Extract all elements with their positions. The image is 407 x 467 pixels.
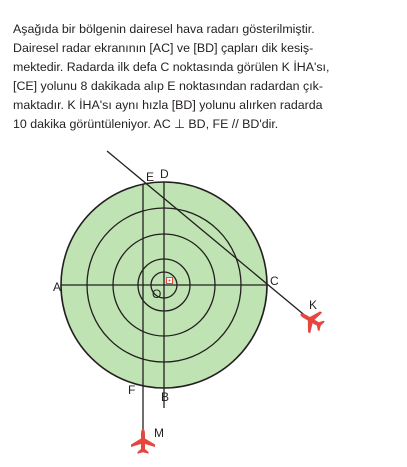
label-o: O [152, 287, 162, 301]
label-c: C [270, 274, 279, 288]
problem-line: Aşağıda bir bölgenin dairesel hava radarı gösterilmiştir. [13, 22, 315, 36]
problem-line: 10 dakika görüntüleniyor. AC ⊥ BD, FE // BD'dir. [13, 117, 279, 132]
label-f: F [128, 383, 136, 397]
label-a: A [53, 280, 62, 294]
problem-line: mektedir. Radarda ilk defa C noktasında görülen K İHA'sı, [13, 60, 330, 75]
problem-line: [CE] yolunu 8 dakikada alıp E noktasından radardan çık- [13, 79, 323, 94]
label-e: E [146, 170, 155, 184]
plane-icon [131, 429, 155, 454]
problem-line: Dairesel radar ekranının [AC] ve [BD] çapları dik kesiş- [13, 41, 314, 56]
label-d: D [160, 167, 169, 181]
label-k: K [309, 298, 318, 312]
label-m: M [154, 426, 164, 440]
problem-line: maktadır. K İHA'sı aynı hızla [BD] yolunu alırken radarda [13, 98, 323, 113]
label-b: B [161, 390, 170, 404]
center-marker-dot [169, 280, 171, 282]
